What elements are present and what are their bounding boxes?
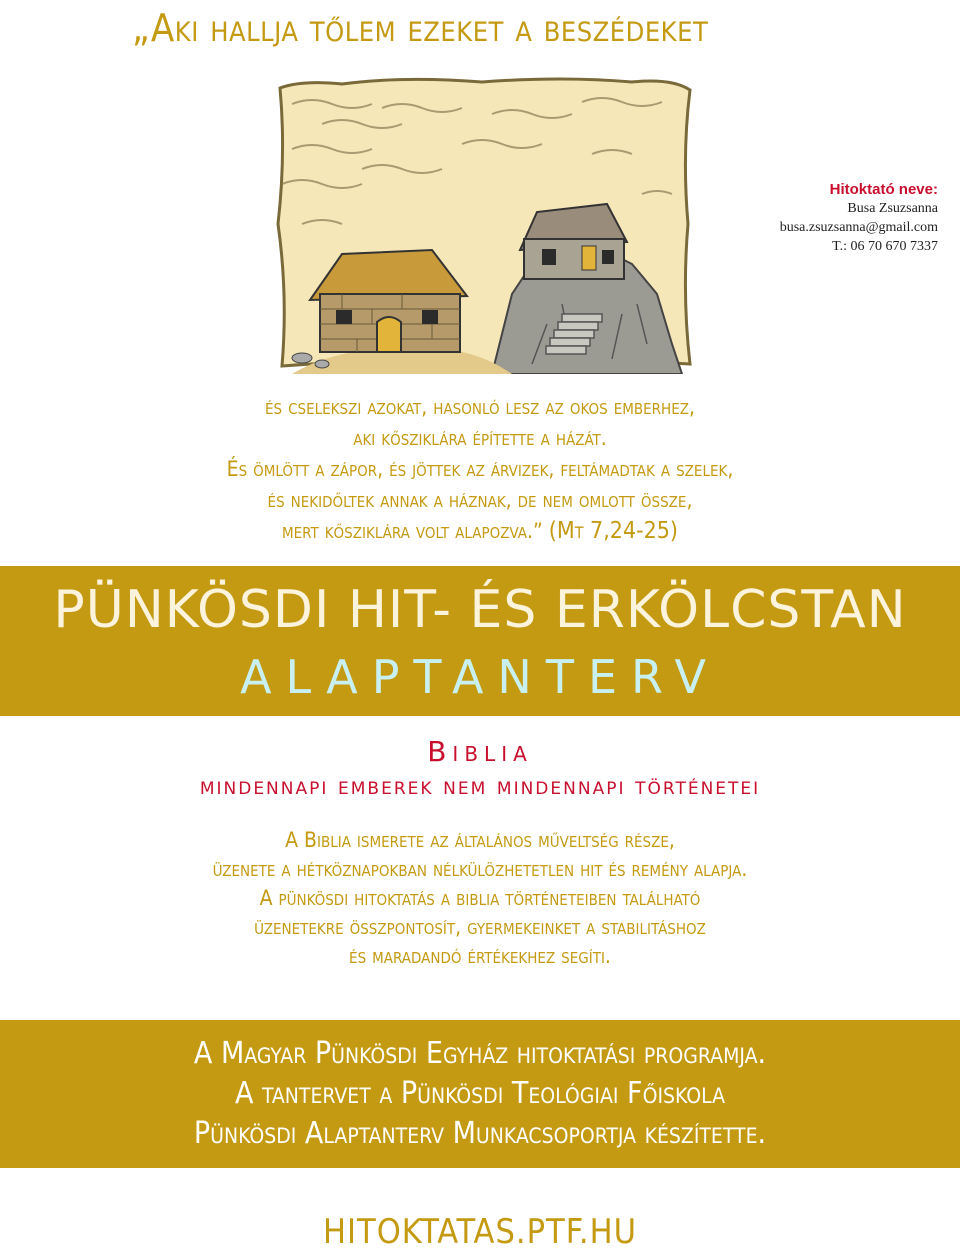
footer-line: A tantervet a Pünkösdi Teológiai Főiskola xyxy=(234,1076,726,1111)
quote-line: és cselekszi azokat, hasonló lesz az okos emberhez, xyxy=(265,395,695,419)
title-band xyxy=(0,566,960,716)
quote-line: és nekidőltek annak a háznak, de nem omlott össze, xyxy=(267,488,693,512)
description-line: üzenete a hétköznapokban nélkülözhetetlen hit és remény alapja. xyxy=(212,857,748,881)
description-line: és maradandó értékekhez segíti. xyxy=(349,944,611,968)
quote-line: aki kősziklára építette a házát. xyxy=(353,426,607,450)
header-title: „Aki hallja tőlem ezeket a beszédeket xyxy=(132,6,709,50)
quote-reference: (Mt 7,24-25) xyxy=(548,518,678,544)
contact-block xyxy=(718,180,938,256)
description-line: A pünkösdi hitoktatás a biblia történeteiben található xyxy=(259,886,701,910)
contact-phone: T.: 06 70 670 7337 xyxy=(832,239,938,254)
quote-line: mert kősziklára volt alapozva.” xyxy=(282,519,543,543)
description-line: üzenetekre összpontosít, gyermekeinket a stabilitáshoz xyxy=(254,915,706,939)
website-link[interactable]: HITOKTATAS.PTF.HU xyxy=(323,1212,637,1252)
subject-tagline: mindennapi emberek nem mindennapi történetei xyxy=(199,772,761,800)
contact-name: Busa Zsuzsanna xyxy=(847,201,938,216)
footer-line: Pünkösdi Alaptanterv Munkacsoportja készítette. xyxy=(193,1116,767,1151)
bible-quote xyxy=(120,392,840,547)
quote-line: És ömlött a zápor, és jöttek az árvizek, feltámadtak a szelek, xyxy=(226,457,734,481)
description xyxy=(80,826,880,971)
curriculum-subtitle: ALAPTANTERV xyxy=(240,650,720,704)
description-line: A Biblia ismerete az általános műveltség része, xyxy=(285,828,675,852)
quote-last-line-wrapper xyxy=(120,516,840,547)
contact-email: busa.zsuzsanna@gmail.com xyxy=(779,220,938,235)
footer-band xyxy=(0,1020,960,1168)
houses-on-sand-and-rock-illustration xyxy=(262,74,702,374)
subject-name: Biblia xyxy=(427,735,533,768)
footer-line: A Magyar Pünkösdi Egyház hitoktatási programja. xyxy=(193,1036,767,1071)
curriculum-title: PÜNKÖSDI HIT- ÉS ERKÖLCSTAN xyxy=(53,580,907,640)
contact-label: Hitoktató neve: xyxy=(829,181,938,198)
